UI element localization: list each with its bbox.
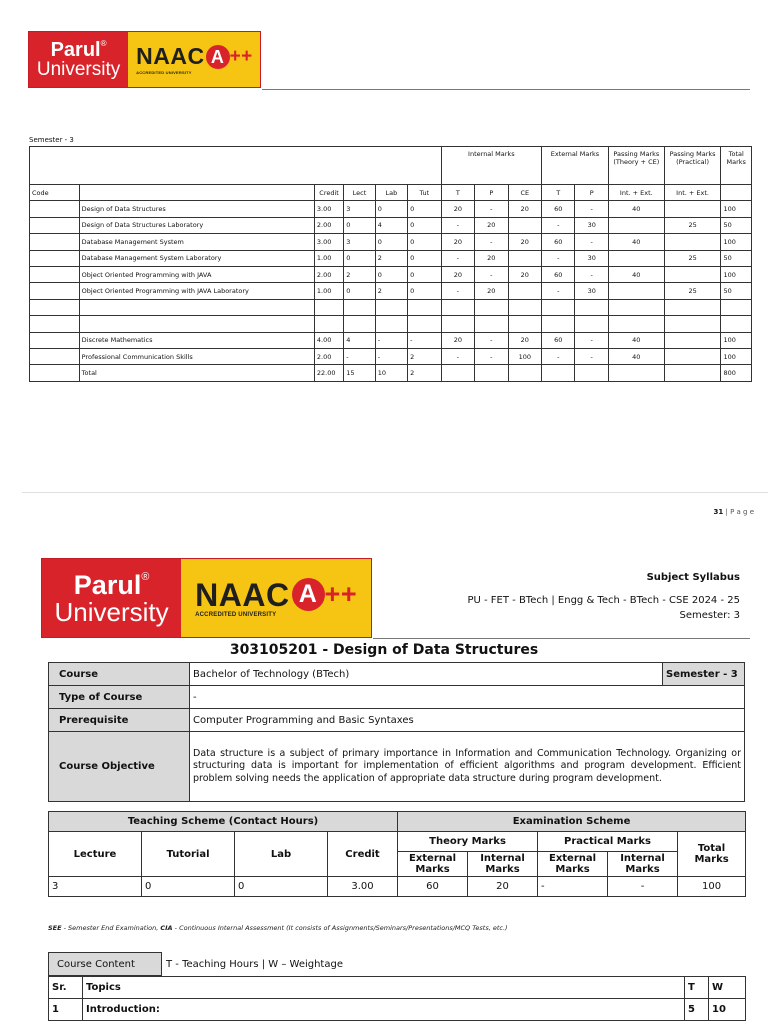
theory-marks-header: Theory Marks bbox=[398, 832, 538, 852]
table-cell bbox=[375, 299, 407, 315]
table-row bbox=[30, 266, 752, 282]
table-cell bbox=[408, 299, 441, 315]
table-column-header-row bbox=[30, 185, 752, 201]
table-cell: - bbox=[542, 348, 575, 364]
table-cell bbox=[475, 316, 508, 332]
table-cell bbox=[608, 283, 664, 299]
table-cell: - bbox=[575, 332, 608, 348]
table-cell: 100 bbox=[721, 332, 752, 348]
table-cell: - bbox=[475, 332, 508, 348]
table-cell bbox=[30, 250, 80, 266]
passing-theory-header: Passing Marks (Theory + CE) bbox=[608, 147, 664, 185]
column-header: P bbox=[575, 185, 608, 201]
table-cell: 2.00 bbox=[314, 266, 343, 282]
table-cell: 0 bbox=[375, 234, 407, 250]
total-marks-header: Total Marks bbox=[721, 147, 752, 185]
prerequisite-row bbox=[49, 709, 745, 732]
university-logo bbox=[28, 31, 261, 88]
course-content-label: Course Content bbox=[48, 952, 162, 976]
naac-text: NAAC bbox=[195, 576, 290, 613]
table-cell bbox=[441, 299, 474, 315]
table-cell: 20 bbox=[441, 201, 474, 217]
lecture-header: Lecture bbox=[49, 832, 142, 877]
table-cell: 100 bbox=[721, 266, 752, 282]
table-cell: 100 bbox=[508, 348, 541, 364]
table-cell: Object Oriented Programming with JAVA bbox=[79, 266, 314, 282]
table-cell: 30 bbox=[575, 283, 608, 299]
subject-syllabus-label: Subject Syllabus bbox=[646, 572, 740, 583]
table-cell bbox=[30, 217, 80, 233]
table-cell bbox=[608, 299, 664, 315]
table-cell bbox=[30, 348, 80, 364]
naac-grade-plus: ++ bbox=[324, 579, 358, 609]
naac-grade: A bbox=[292, 578, 325, 611]
scheme-value-cell: 3 bbox=[49, 877, 142, 897]
program-label: PU - FET - BTech | Engg & Tech - BTech - CSE 2024 - 25 bbox=[467, 595, 740, 606]
table-cell bbox=[508, 283, 541, 299]
naac-grade: A bbox=[206, 45, 230, 69]
internal-marks-header: Internal Marks bbox=[441, 147, 541, 185]
scheme-value-cell: 100 bbox=[678, 877, 746, 897]
objective-row bbox=[49, 732, 745, 802]
table-cell: 0 bbox=[344, 217, 375, 233]
table-cell bbox=[664, 299, 721, 315]
table-cell: 60 bbox=[542, 332, 575, 348]
table-cell bbox=[575, 299, 608, 315]
table-cell: Discrete Mathematics bbox=[79, 332, 314, 348]
table-cell: 2 bbox=[344, 266, 375, 282]
table-cell: 0 bbox=[408, 250, 441, 266]
table-cell: 2.00 bbox=[314, 348, 343, 364]
table-cell: 20 bbox=[475, 217, 508, 233]
table-cell: 40 bbox=[608, 332, 664, 348]
table-cell: Database Management System Laboratory bbox=[79, 250, 314, 266]
logo-registered-mark: ® bbox=[100, 39, 107, 48]
scheme-value-cell: 0 bbox=[235, 877, 328, 897]
table-row bbox=[30, 365, 752, 381]
table-cell bbox=[314, 316, 343, 332]
column-header: P bbox=[475, 185, 508, 201]
topics-header: Topics bbox=[83, 977, 685, 999]
table-cell bbox=[664, 348, 721, 364]
teaching-exam-scheme-table bbox=[48, 811, 746, 897]
table-cell: 100 bbox=[721, 348, 752, 364]
table-cell: 0 bbox=[344, 283, 375, 299]
passing-practical-header: Passing Marks (Practical) bbox=[664, 147, 721, 185]
table-cell bbox=[508, 365, 541, 381]
course-content-legend: T - Teaching Hours | W – Weightage bbox=[166, 958, 343, 970]
table-cell bbox=[30, 266, 80, 282]
naac-accredited-text: ACCREDITED UNIVERSITY bbox=[195, 612, 277, 618]
table-row bbox=[30, 299, 752, 315]
table-cell bbox=[542, 299, 575, 315]
topic-sr: 1 bbox=[49, 999, 83, 1021]
course-label: Course bbox=[49, 663, 190, 686]
table-cell bbox=[542, 365, 575, 381]
table-cell bbox=[608, 250, 664, 266]
credit-header: Credit bbox=[328, 832, 398, 877]
table-row bbox=[30, 316, 752, 332]
table-cell: Database Management System bbox=[79, 234, 314, 250]
table-cell: 60 bbox=[542, 234, 575, 250]
w-header: W bbox=[709, 977, 746, 999]
table-cell bbox=[375, 316, 407, 332]
topics-header-row bbox=[49, 977, 746, 999]
table-row bbox=[30, 283, 752, 299]
table-cell: 1.00 bbox=[314, 283, 343, 299]
practical-marks-header: Practical Marks bbox=[538, 832, 678, 852]
table-cell: - bbox=[441, 348, 474, 364]
table-cell bbox=[508, 316, 541, 332]
table-cell: - bbox=[475, 348, 508, 364]
university-logo-large bbox=[41, 558, 372, 638]
table-cell bbox=[30, 365, 80, 381]
course-objective-value: Data structure is a subject of primary importance in Information and Communication Technology. Organizing or structuring data is important for implementation of efficient algorithms and program development. Efficient problem solving needs the application of appropriate data structure during program development. bbox=[190, 732, 745, 802]
table-cell: Object Oriented Programming with JAVA Laboratory bbox=[79, 283, 314, 299]
table-cell: 25 bbox=[664, 283, 721, 299]
table-cell bbox=[508, 217, 541, 233]
column-header: Lect bbox=[344, 185, 375, 201]
table-cell bbox=[608, 316, 664, 332]
table-cell: 2 bbox=[375, 283, 407, 299]
table-cell: 30 bbox=[575, 250, 608, 266]
type-row bbox=[49, 686, 745, 709]
table-cell: 4.00 bbox=[314, 332, 343, 348]
table-cell bbox=[408, 316, 441, 332]
sr-header: Sr. bbox=[49, 977, 83, 999]
naac-text: NAAC bbox=[136, 43, 205, 69]
course-semester: Semester - 3 bbox=[663, 663, 745, 686]
table-row bbox=[30, 332, 752, 348]
page-number: 31 | P a g e bbox=[713, 508, 754, 516]
column-header: Tut bbox=[408, 185, 441, 201]
type-of-course-label: Type of Course bbox=[49, 686, 190, 709]
logo-university-text: University bbox=[54, 596, 169, 627]
topic-topic: Introduction: bbox=[83, 999, 685, 1021]
table-cell bbox=[664, 234, 721, 250]
course-row bbox=[49, 663, 745, 686]
table-cell bbox=[721, 299, 752, 315]
table-cell: Professional Communication Skills bbox=[79, 348, 314, 364]
prerequisite-value: Computer Programming and Basic Syntaxes bbox=[190, 709, 745, 732]
examination-scheme-header: Examination Scheme bbox=[398, 812, 746, 832]
table-cell: 4 bbox=[344, 332, 375, 348]
table-cell: 2 bbox=[408, 348, 441, 364]
table-cell: - bbox=[408, 332, 441, 348]
scheme-value-cell: - bbox=[608, 877, 678, 897]
table-cell: 3.00 bbox=[314, 201, 343, 217]
table-cell: 20 bbox=[441, 234, 474, 250]
table-cell: 0 bbox=[375, 201, 407, 217]
semester-header-label: Semester: 3 bbox=[679, 610, 740, 621]
table-cell: 1.00 bbox=[314, 250, 343, 266]
logo-parul-text: Parul bbox=[73, 569, 142, 600]
semester-label: Semester - 3 bbox=[29, 136, 74, 144]
table-cell: 0 bbox=[408, 234, 441, 250]
type-of-course-value: - bbox=[190, 686, 745, 709]
table-cell bbox=[508, 250, 541, 266]
table-cell: 3.00 bbox=[314, 234, 343, 250]
table-cell: - bbox=[575, 348, 608, 364]
table-cell: 40 bbox=[608, 234, 664, 250]
topic-w: 10 bbox=[709, 999, 746, 1021]
table-cell: - bbox=[542, 217, 575, 233]
logo-parul-text: Parul bbox=[50, 39, 101, 61]
table-cell bbox=[721, 316, 752, 332]
table-cell: 2 bbox=[408, 365, 441, 381]
table-cell: Total bbox=[79, 365, 314, 381]
column-header bbox=[721, 185, 752, 201]
external-marks-header: External Marks bbox=[542, 147, 609, 185]
table-cell: - bbox=[542, 250, 575, 266]
table-body bbox=[30, 201, 752, 381]
table-cell: 50 bbox=[721, 283, 752, 299]
table-cell bbox=[30, 332, 80, 348]
table-cell: 15 bbox=[344, 365, 375, 381]
table-cell: - bbox=[475, 266, 508, 282]
table-cell: 3 bbox=[344, 201, 375, 217]
course-objective-label: Course Objective bbox=[49, 732, 190, 802]
naac-accredited-text: ACCREDITED UNIVERSITY bbox=[136, 69, 192, 75]
logo-university-text: University bbox=[36, 59, 121, 80]
table-cell: 10 bbox=[375, 365, 407, 381]
table-cell bbox=[441, 316, 474, 332]
table-cell: 100 bbox=[721, 201, 752, 217]
topic-row bbox=[49, 999, 746, 1021]
tutorial-header: Tutorial bbox=[142, 832, 235, 877]
table-cell: 20 bbox=[508, 266, 541, 282]
teaching-scheme-header: Teaching Scheme (Contact Hours) bbox=[49, 812, 398, 832]
table-cell: 0 bbox=[408, 217, 441, 233]
scheme-value-cell: 3.00 bbox=[328, 877, 398, 897]
table-cell bbox=[608, 365, 664, 381]
naac-badge bbox=[181, 559, 371, 637]
table-cell: 20 bbox=[508, 201, 541, 217]
table-cell: - bbox=[575, 266, 608, 282]
table-cell: 20 bbox=[441, 266, 474, 282]
table-cell bbox=[475, 365, 508, 381]
table-cell bbox=[664, 266, 721, 282]
table-cell: 100 bbox=[721, 234, 752, 250]
table-cell: 20 bbox=[475, 250, 508, 266]
table-cell bbox=[475, 299, 508, 315]
table-cell bbox=[441, 365, 474, 381]
table-cell bbox=[575, 316, 608, 332]
table-cell bbox=[608, 217, 664, 233]
table-cell bbox=[30, 316, 80, 332]
table-cell: - bbox=[441, 250, 474, 266]
table-cell: - bbox=[475, 201, 508, 217]
table-cell: 30 bbox=[575, 217, 608, 233]
table-cell: 50 bbox=[721, 217, 752, 233]
table-row bbox=[30, 250, 752, 266]
course-title: 303105201 - Design of Data Structures bbox=[229, 642, 539, 658]
lab-header: Lab bbox=[235, 832, 328, 877]
table-cell: 4 bbox=[375, 217, 407, 233]
table-cell: 20 bbox=[475, 283, 508, 299]
table-cell: 0 bbox=[344, 250, 375, 266]
table-cell bbox=[664, 316, 721, 332]
table-cell: 0 bbox=[408, 266, 441, 282]
table-cell: 25 bbox=[664, 217, 721, 233]
table-cell bbox=[30, 234, 80, 250]
column-header: Int. + Ext. bbox=[664, 185, 721, 201]
practical-internal-header: Internal Marks bbox=[608, 852, 678, 877]
scheme-value-cell: - bbox=[538, 877, 608, 897]
table-cell: 60 bbox=[542, 266, 575, 282]
table-cell: 20 bbox=[508, 234, 541, 250]
table-cell: 0 bbox=[375, 266, 407, 282]
table-row bbox=[30, 234, 752, 250]
table-cell: 800 bbox=[721, 365, 752, 381]
table-cell: - bbox=[375, 348, 407, 364]
table-cell: 20 bbox=[441, 332, 474, 348]
table-cell: Design of Data Structures Laboratory bbox=[79, 217, 314, 233]
table-cell: - bbox=[375, 332, 407, 348]
table-cell bbox=[314, 299, 343, 315]
logo-registered-mark: ® bbox=[141, 570, 150, 583]
topics-table bbox=[48, 976, 746, 1021]
table-cell: - bbox=[542, 283, 575, 299]
table-cell: 2.00 bbox=[314, 217, 343, 233]
scheme-values-row bbox=[49, 877, 746, 897]
column-header: T bbox=[542, 185, 575, 201]
table-row bbox=[30, 348, 752, 364]
table-cell: 2 bbox=[375, 250, 407, 266]
practical-external-header: External Marks bbox=[538, 852, 608, 877]
column-header: Int. + Ext. bbox=[608, 185, 664, 201]
header-rule bbox=[262, 89, 750, 90]
table-cell bbox=[664, 201, 721, 217]
scheme-value-cell: 0 bbox=[142, 877, 235, 897]
naac-badge bbox=[128, 32, 260, 87]
header-rule bbox=[373, 638, 750, 639]
scheme-value-cell: 60 bbox=[398, 877, 468, 897]
table-cell bbox=[575, 365, 608, 381]
table-cell bbox=[30, 299, 80, 315]
column-header: CE bbox=[508, 185, 541, 201]
table-cell: 40 bbox=[608, 266, 664, 282]
semester-scheme-table bbox=[29, 146, 752, 382]
prerequisite-label: Prerequisite bbox=[49, 709, 190, 732]
naac-grade-plus: ++ bbox=[229, 46, 253, 67]
table-cell bbox=[344, 316, 375, 332]
table-cell bbox=[30, 283, 80, 299]
table-cell: 0 bbox=[408, 201, 441, 217]
assessment-note: SEE - Semester End Examination, CIA - Continuous Internal Assessment (It consists of Assignments/Seminars/Presentations/MCQ Tests, etc.) bbox=[48, 924, 508, 932]
table-cell: 40 bbox=[608, 348, 664, 364]
table-cell: 40 bbox=[608, 201, 664, 217]
table-cell bbox=[508, 299, 541, 315]
table-cell bbox=[664, 332, 721, 348]
column-header bbox=[79, 185, 314, 201]
column-header: T bbox=[441, 185, 474, 201]
topic-t: 5 bbox=[685, 999, 709, 1021]
theory-internal-header: Internal Marks bbox=[468, 852, 538, 877]
course-content-header bbox=[48, 952, 343, 976]
table-cell bbox=[344, 299, 375, 315]
table-cell: 50 bbox=[721, 250, 752, 266]
table-cell: - bbox=[344, 348, 375, 364]
table-cell: 20 bbox=[508, 332, 541, 348]
table-cell bbox=[79, 299, 314, 315]
table-cell: 60 bbox=[542, 201, 575, 217]
table-cell bbox=[30, 201, 80, 217]
column-header: Lab bbox=[375, 185, 407, 201]
table-cell: 3 bbox=[344, 234, 375, 250]
column-header: Credit bbox=[314, 185, 343, 201]
table-cell: - bbox=[575, 234, 608, 250]
table-row bbox=[30, 201, 752, 217]
column-header: Code bbox=[30, 185, 80, 201]
scheme-value-cell: 20 bbox=[468, 877, 538, 897]
table-cell: - bbox=[441, 283, 474, 299]
table-cell bbox=[79, 316, 314, 332]
table-cell: 22.00 bbox=[314, 365, 343, 381]
table-cell: Design of Data Structures bbox=[79, 201, 314, 217]
course-info-table bbox=[48, 662, 745, 802]
table-cell: 0 bbox=[408, 283, 441, 299]
table-group-header-row bbox=[30, 147, 752, 185]
table-cell: - bbox=[475, 234, 508, 250]
theory-external-header: External Marks bbox=[398, 852, 468, 877]
course-value: Bachelor of Technology (BTech) bbox=[190, 663, 663, 686]
table-row bbox=[30, 217, 752, 233]
table-cell bbox=[542, 316, 575, 332]
table-cell: 25 bbox=[664, 250, 721, 266]
table-cell bbox=[664, 365, 721, 381]
t-header: T bbox=[685, 977, 709, 999]
table-cell: - bbox=[575, 201, 608, 217]
page-separator bbox=[22, 492, 768, 493]
total-marks-header: Total Marks bbox=[678, 832, 746, 877]
table-cell: - bbox=[441, 217, 474, 233]
